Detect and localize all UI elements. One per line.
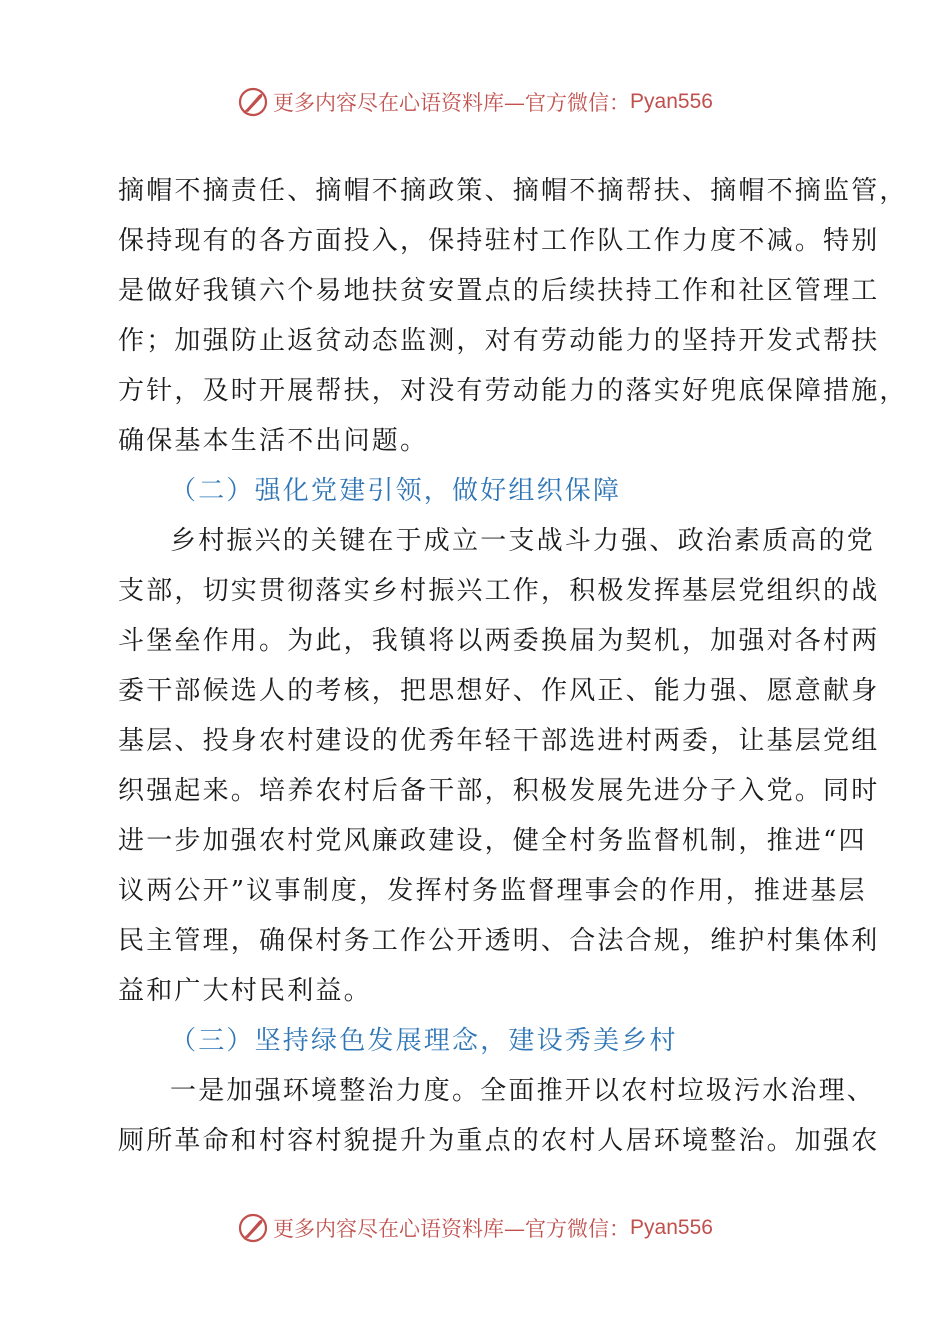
text-line: 进一步加强农村党风廉政建设，健全村务监督机制，推进“四 [118, 826, 867, 856]
text-line: 作；加强防止返贫动态监测，对有劳动能力的坚持开发式帮扶 [118, 326, 880, 356]
banner-site-text: 更多内容尽在心语资料库— [273, 1217, 526, 1241]
quill-pen-icon [237, 86, 269, 118]
text-line: 基层、投身农村建设的优秀年轻干部选进村两委，让基层党组 [118, 726, 880, 756]
text-line: 是做好我镇六个易地扶贫安置点的后续扶持工作和社区管理工 [118, 276, 880, 306]
banner-wechat-label: 官方微信： [525, 91, 631, 115]
text-line: 委干部候选人的考核，把思想好、作风正、能力强、愿意献身 [118, 676, 880, 706]
text-line: 厕所革命和村容村貌提升为重点的农村人居环境整治。加强农 [118, 1126, 880, 1156]
text-line: 一是加强环境整治力度。全面推开以农村垃圾污水治理、 [170, 1076, 876, 1106]
section-heading: （三）坚持绿色发展理念，建设秀美乡村 [170, 1026, 678, 1056]
text-line: 支部，切实贯彻落实乡村振兴工作，积极发挥基层党组织的战 [118, 576, 880, 606]
text-line: 斗堡垒作用。为此，我镇将以两委换届为契机，加强对各村两 [118, 626, 880, 656]
quill-pen-icon [237, 1212, 269, 1244]
text-line: 民主管理，确保村务工作公开透明、合法合规，维护村集体利 [118, 926, 880, 956]
banner-wechat-id: Pyan556 [630, 1216, 713, 1239]
banner-site-text: 更多内容尽在心语资料库— [273, 91, 526, 115]
footer-watermark-banner [0, 1206, 950, 1250]
text-line: 议两公开”议事制度，发挥村务监督理事会的作用，推进基层 [118, 876, 867, 906]
text-line: 方针，及时开展帮扶，对没有劳动能力的落实好兜底保障措施， [118, 376, 908, 406]
text-line: 织强起来。培养农村后备干部，积极发展先进分子入党。同时 [118, 776, 880, 806]
banner-wechat-label: 官方微信： [525, 1217, 631, 1241]
text-line: 摘帽不摘责任、摘帽不摘政策、摘帽不摘帮扶、摘帽不摘监管， [118, 176, 908, 206]
section-heading: （二）强化党建引领，做好组织保障 [170, 476, 622, 506]
text-line: 确保基本生活不出问题。 [118, 426, 429, 456]
document-body [118, 166, 908, 1166]
text-line: 益和广大村民利益。 [118, 976, 372, 1006]
text-line: 保持现有的各方面投入，保持驻村工作队工作力度不减。特别 [118, 226, 880, 256]
header-watermark-banner [0, 80, 950, 124]
text-line: 乡村振兴的关键在于成立一支战斗力强、政治素质高的党 [170, 526, 876, 556]
banner-wechat-id: Pyan556 [630, 90, 713, 113]
